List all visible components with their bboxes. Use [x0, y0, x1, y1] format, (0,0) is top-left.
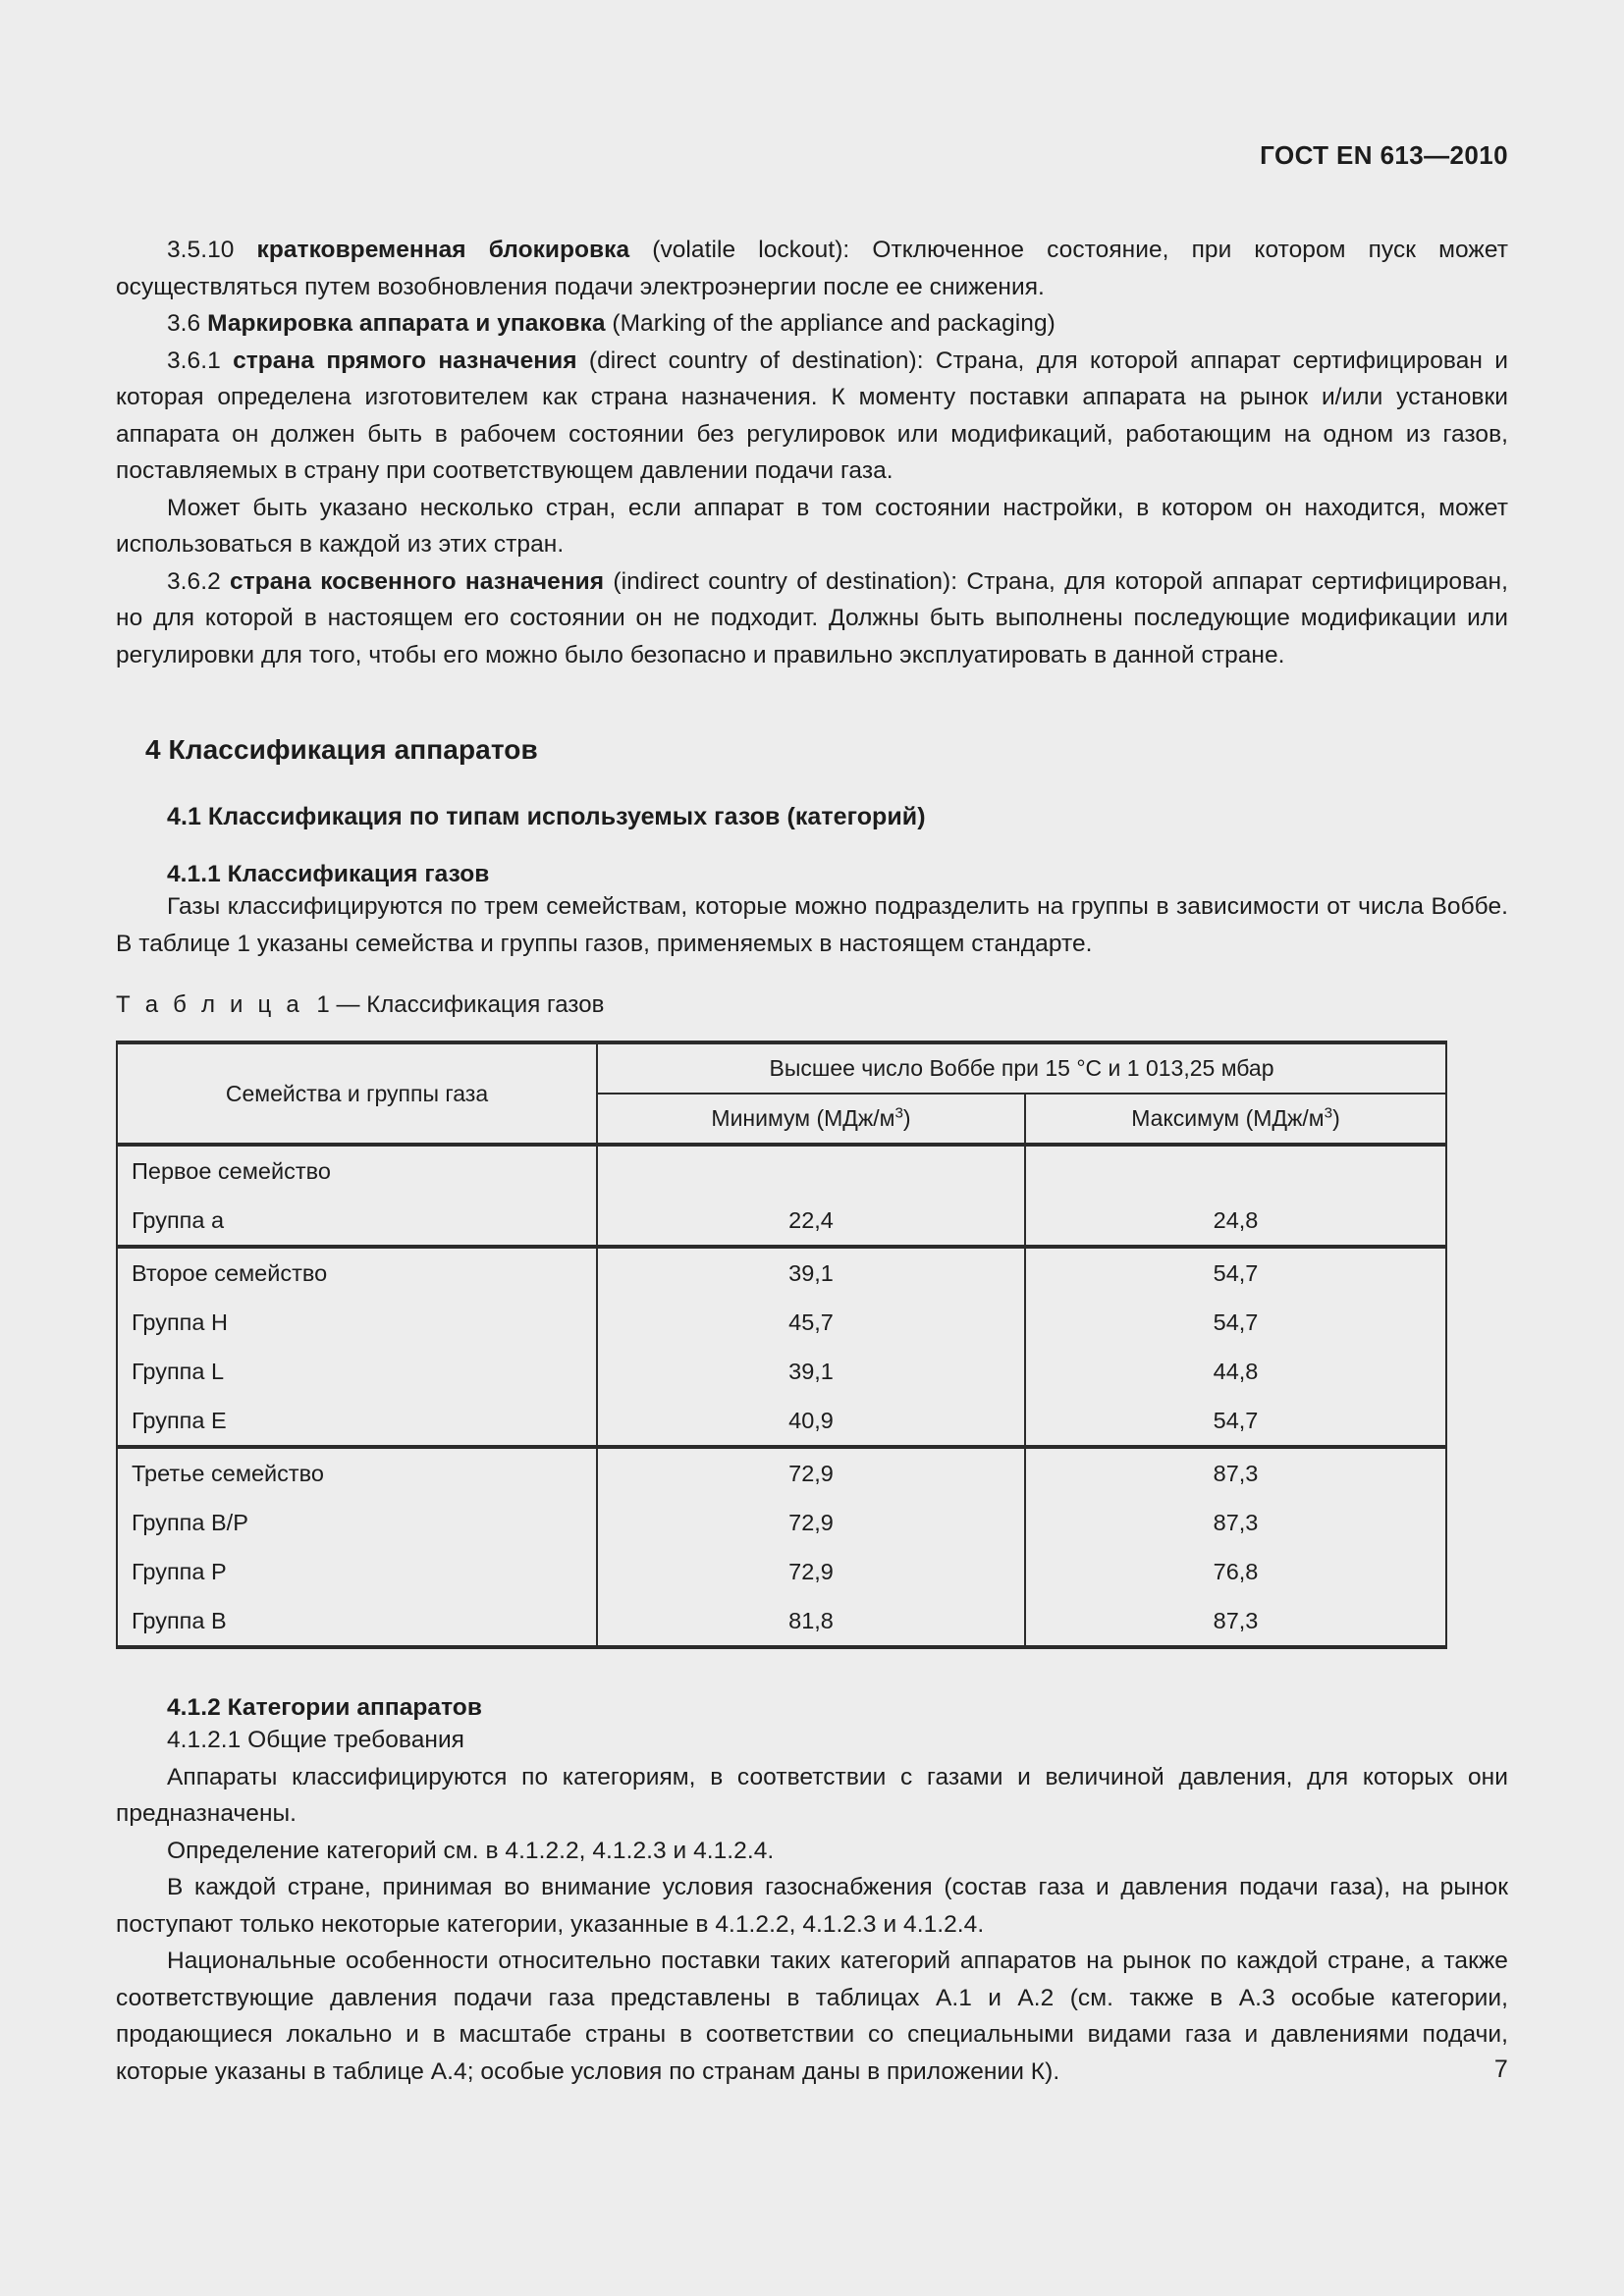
paragraph-several-countries: Может быть указано несколько стран, если аппарат в том состоянии настройки, в котором он находится, может использоваться в каждой из этих стран.: [116, 494, 1508, 558]
heading-section-4-1-2: 4.1.2 Категории аппаратов: [167, 1694, 482, 1721]
table-cell-family-group: Группа P: [117, 1547, 597, 1596]
paragraph-3-5-10: [116, 232, 1508, 305]
table-cell-minimum: 22,4: [597, 1196, 1025, 1247]
table-caption-label: Т а б л и ц а: [116, 991, 303, 1018]
table-cell-minimum: 72,9: [597, 1447, 1025, 1498]
term-direct-country: страна прямого назначения: [233, 347, 577, 374]
table-gas-classification: [116, 1041, 1447, 1649]
table-cell-family-group: Группа L: [117, 1347, 597, 1396]
table-caption-title: Классификация газов: [366, 991, 605, 1018]
term-indirect-country: страна косвенного назначения: [230, 567, 605, 595]
table-row: [117, 1196, 1446, 1247]
table-header-row-1: [117, 1042, 1446, 1094]
table-body: [117, 1145, 1446, 1647]
clause-number-3-5-10: 3.5.10: [167, 237, 257, 263]
heading-section-4-1-1: 4.1.1 Классификация газов: [167, 861, 490, 887]
table-cell-minimum: 45,7: [597, 1298, 1025, 1347]
table-cell-maximum: 76,8: [1025, 1547, 1446, 1596]
table-row: [117, 1145, 1446, 1196]
spacer: [116, 962, 1508, 991]
table-cell-minimum: 72,9: [597, 1498, 1025, 1547]
definition-3-6-1: (direct country of destination): Страна, для которой аппарат сертифицирован и которая определена изготовителем как страна назначения. К моменту поставки аппарата на рынок и/или установки аппарата он должен быть в рабочем состоянии без регулировок или модификаций, работающим на одном из газов, поставляемых в страну при соответствующем давлении подачи газа.: [116, 347, 1508, 484]
paragraph-see-categories: Определение категорий см. в 4.1.2.2, 4.1.2.3 и 4.1.2.4.: [167, 1837, 775, 1864]
column-header-minimum-exponent: 3: [894, 1104, 903, 1122]
table-row: [117, 1298, 1446, 1347]
heading-section-4-1-2-1: 4.1.2.1 Общие требования: [167, 1727, 464, 1753]
definition-3-5-10: (volatile lockout): Отключенное состояние, при котором пуск может осуществляться путем возобновления подачи электроэнергии после ее снижения.: [116, 237, 1508, 300]
table-caption-number: 1: [316, 991, 330, 1018]
table-row: [117, 1547, 1446, 1596]
table-cell-maximum: 87,3: [1025, 1596, 1446, 1647]
paragraph-appliance-categories: Аппараты классифицируются по категориям, в соответствии с газами и величиной давления, для которых они предназначены.: [116, 1763, 1508, 1827]
paragraph-national-specifics: Национальные особенности относительно поставки таких категорий аппаратов на рынок по каждой стране, а также соответствующие давления подачи газа представлены в таблицах А.1 и А.2 (см. также в А.3 особые категории, продающиеся локально и в масштабе страны в соответствии со специальными видами газа и давлениями подачи, которые указаны в таблице А.4; особые условия по странам даны в приложении К).: [116, 1948, 1508, 2085]
table-cell-maximum: 24,8: [1025, 1196, 1446, 1247]
table-cell-maximum: 54,7: [1025, 1298, 1446, 1347]
clause-number-3-6-1: 3.6.1: [167, 347, 234, 374]
table-caption-dash: —: [336, 991, 360, 1018]
paragraph-each-country: В каждой стране, принимая во внимание условия газоснабжения (состав газа и давления подачи газа), на рынок поступают только некоторые категории, указанные в 4.1.2.2, 4.1.2.3 и 4.1.2.4.: [116, 1874, 1508, 1938]
column-header-maximum-text: Максимум (МДж/м: [1131, 1105, 1325, 1131]
table-cell-minimum: 40,9: [597, 1396, 1025, 1447]
column-header-families: Семейства и группы газа: [117, 1042, 597, 1145]
table-row: [117, 1247, 1446, 1298]
table-cell-maximum: 87,3: [1025, 1498, 1446, 1547]
table-cell-minimum: [597, 1145, 1025, 1196]
heading-section-4-1: 4.1 Классификация по типам используемых газов (категорий): [167, 803, 926, 830]
table-cell-family-group: Второе семейство: [117, 1247, 597, 1298]
column-header-minimum-close: ): [902, 1105, 911, 1131]
table-cell-minimum: 81,8: [597, 1596, 1025, 1647]
table-cell-family-group: Группа a: [117, 1196, 597, 1247]
table-row: [117, 1396, 1446, 1447]
table-cell-maximum: 44,8: [1025, 1347, 1446, 1396]
spacer: [116, 673, 1508, 734]
clause-number-3-6: 3.6: [167, 310, 208, 337]
column-header-maximum-exponent: 3: [1324, 1104, 1333, 1122]
table-row: [117, 1596, 1446, 1647]
table-cell-family-group: Группа B: [117, 1596, 597, 1647]
table-cell-family-group: Группа H: [117, 1298, 597, 1347]
column-header-maximum: [1025, 1094, 1446, 1145]
column-header-maximum-close: ): [1332, 1105, 1340, 1131]
table-row: [117, 1498, 1446, 1547]
spacer: [116, 1649, 1508, 1694]
heading-section-4: 4 Классификация аппаратов: [145, 734, 538, 765]
spacer: [116, 766, 1508, 803]
paragraph-3-6-2: [116, 563, 1508, 674]
table-cell-family-group: Группа B/P: [117, 1498, 597, 1547]
column-header-minimum: [597, 1094, 1025, 1145]
term-volatile-lockout: кратковременная блокировка: [256, 237, 630, 263]
table-cell-family-group: Третье семейство: [117, 1447, 597, 1498]
table-row: [117, 1347, 1446, 1396]
table-1-caption: [116, 991, 1508, 1019]
page-content: [116, 232, 1508, 2090]
table-cell-family-group: Первое семейство: [117, 1145, 597, 1196]
column-header-minimum-text: Минимум (МДж/м: [711, 1105, 895, 1131]
table-cell-maximum: 87,3: [1025, 1447, 1446, 1498]
table-header: [117, 1042, 1446, 1145]
paragraph-3-6-1: [116, 343, 1508, 490]
running-header-standard-code: ГОСТ EN 613—2010: [1260, 140, 1508, 170]
table-cell-maximum: 54,7: [1025, 1247, 1446, 1298]
definition-3-6-2: (indirect country of destination): Страна, для которой аппарат сертифицирован, но для которой в настоящем его состоянии он не подходит. Должны быть выполнены последующие модификации или регулировки для того, чтобы его можно было безопасно и правильно эксплуатировать в данной стране.: [116, 567, 1508, 668]
paragraph-3-6: [116, 305, 1508, 343]
table-cell-minimum: 39,1: [597, 1247, 1025, 1298]
paragraph-gases-intro: Газы классифицируются по трем семействам, которые можно подразделить на группы в зависимости от числа Воббе. В таблице 1 указаны семейства и группы газов, применяемых в настоящем стандарте.: [116, 893, 1508, 957]
definition-3-6: (Marking of the appliance and packaging): [605, 310, 1056, 337]
table-cell-maximum: [1025, 1145, 1446, 1196]
table-cell-minimum: 72,9: [597, 1547, 1025, 1596]
table-cell-minimum: 39,1: [597, 1347, 1025, 1396]
term-marking: Маркировка аппарата и упаковка: [207, 310, 606, 337]
page-number: 7: [1493, 2056, 1508, 2083]
table-cell-family-group: Группа E: [117, 1396, 597, 1447]
column-header-wobbe-span: Высшее число Воббе при 15 °С и 1 013,25 мбар: [597, 1042, 1446, 1094]
clause-number-3-6-2: 3.6.2: [167, 567, 230, 595]
table-cell-maximum: 54,7: [1025, 1396, 1446, 1447]
spacer: [116, 1019, 1508, 1041]
table-row: [117, 1447, 1446, 1498]
spacer: [116, 831, 1508, 861]
